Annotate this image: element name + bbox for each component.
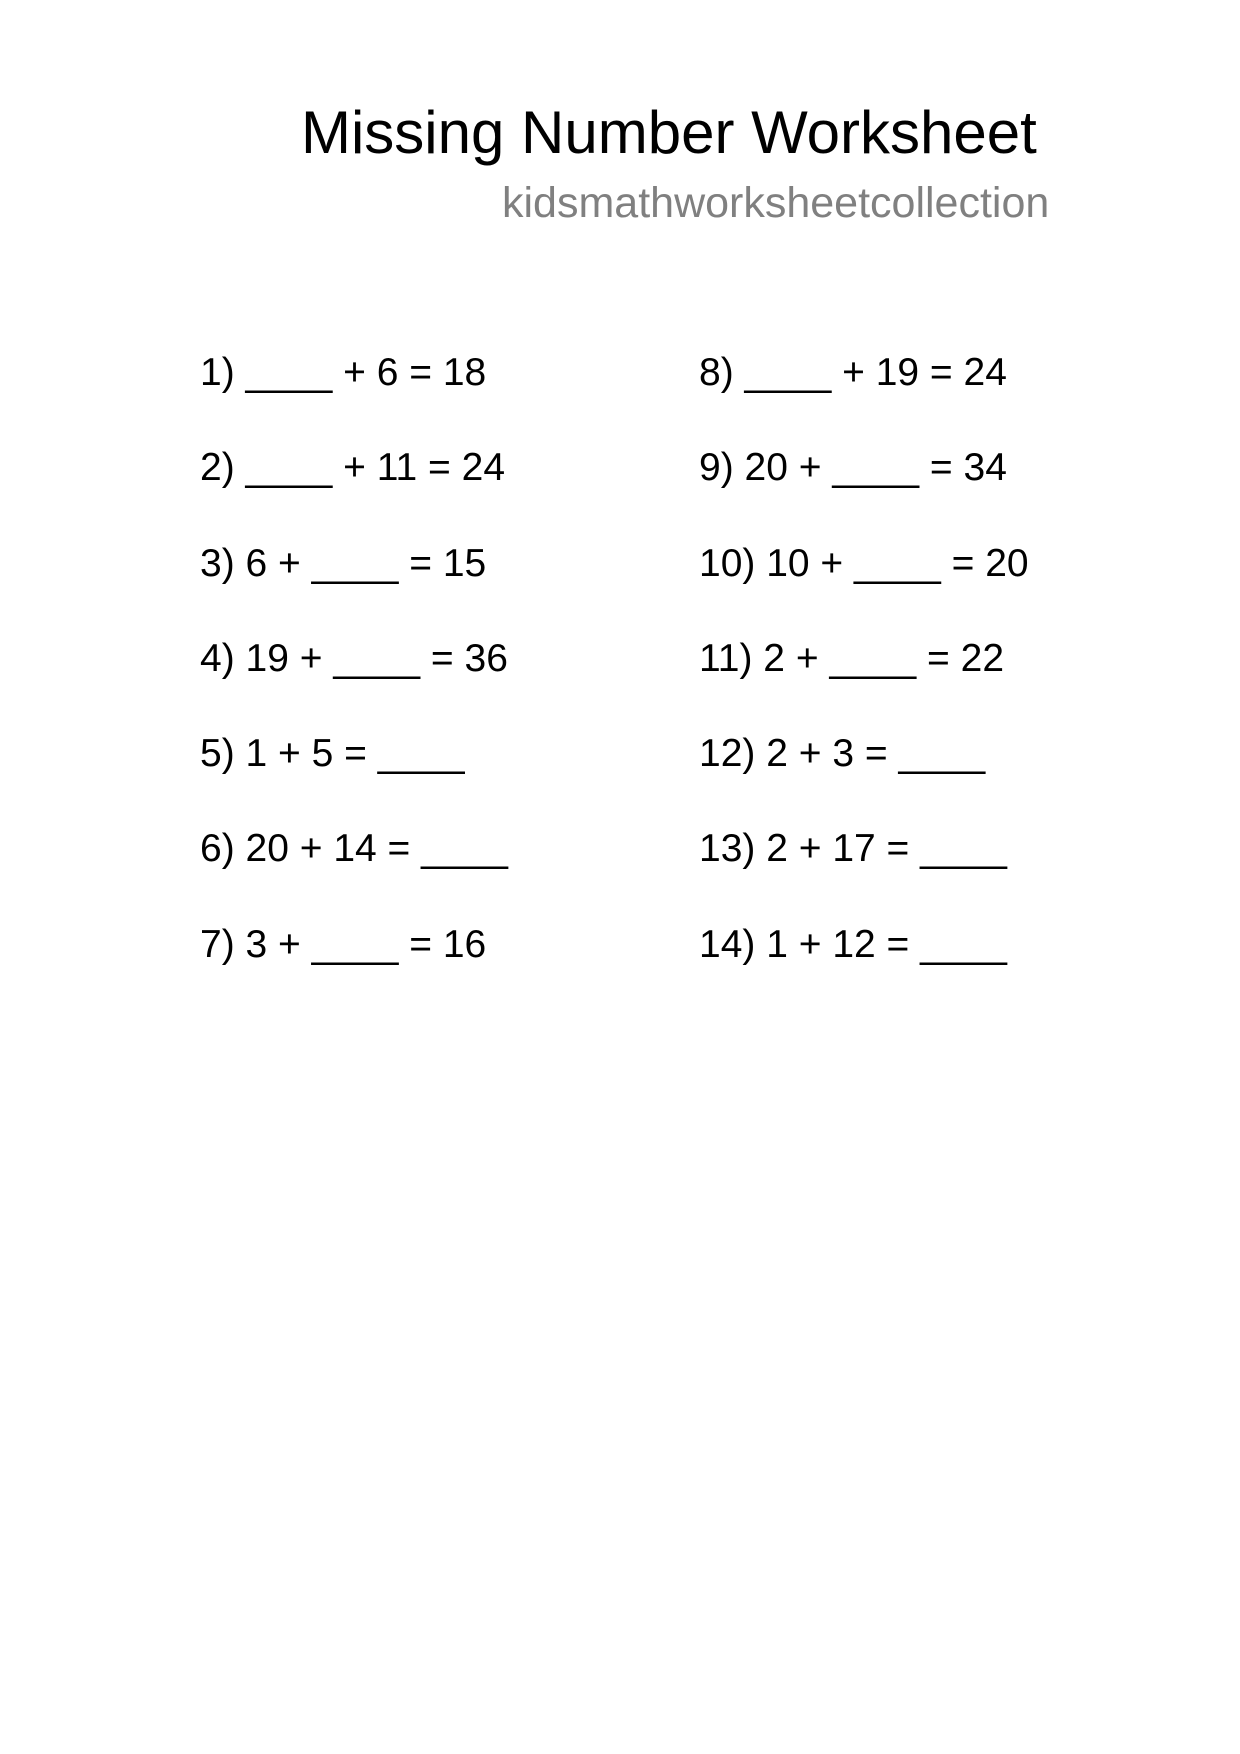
problem-item: 4) 19 + ____ = 36 [200, 636, 508, 680]
worksheet-title: Missing Number Worksheet [301, 99, 1037, 166]
problem-item: 7) 3 + ____ = 16 [200, 922, 487, 966]
problem-item: 11) 2 + ____ = 22 [699, 636, 1005, 680]
problem-item: 14) 1 + 12 = ____ [699, 922, 1007, 966]
problem-column-right [699, 350, 1029, 1017]
problem-item: 2) ____ + 11 = 24 [200, 446, 506, 490]
problem-item: 10) 10 + ____ = 20 [699, 541, 1029, 585]
problem-column-left [200, 350, 508, 1017]
problem-item: 6) 20 + 14 = ____ [200, 827, 508, 871]
problem-item: 3) 6 + ____ = 15 [200, 541, 487, 585]
problem-item: 13) 2 + 17 = ____ [699, 827, 1007, 871]
problem-item: 5) 1 + 5 = ____ [200, 732, 465, 776]
worksheet-subtitle: kidsmathworksheetcollection [502, 179, 1050, 227]
problem-item: 1) ____ + 6 = 18 [200, 351, 487, 394]
problem-item: 8) ____ + 19 = 24 [699, 351, 1007, 394]
problem-item: 9) 20 + ____ = 34 [699, 446, 1007, 490]
problem-item: 12) 2 + 3 = ____ [699, 732, 986, 776]
